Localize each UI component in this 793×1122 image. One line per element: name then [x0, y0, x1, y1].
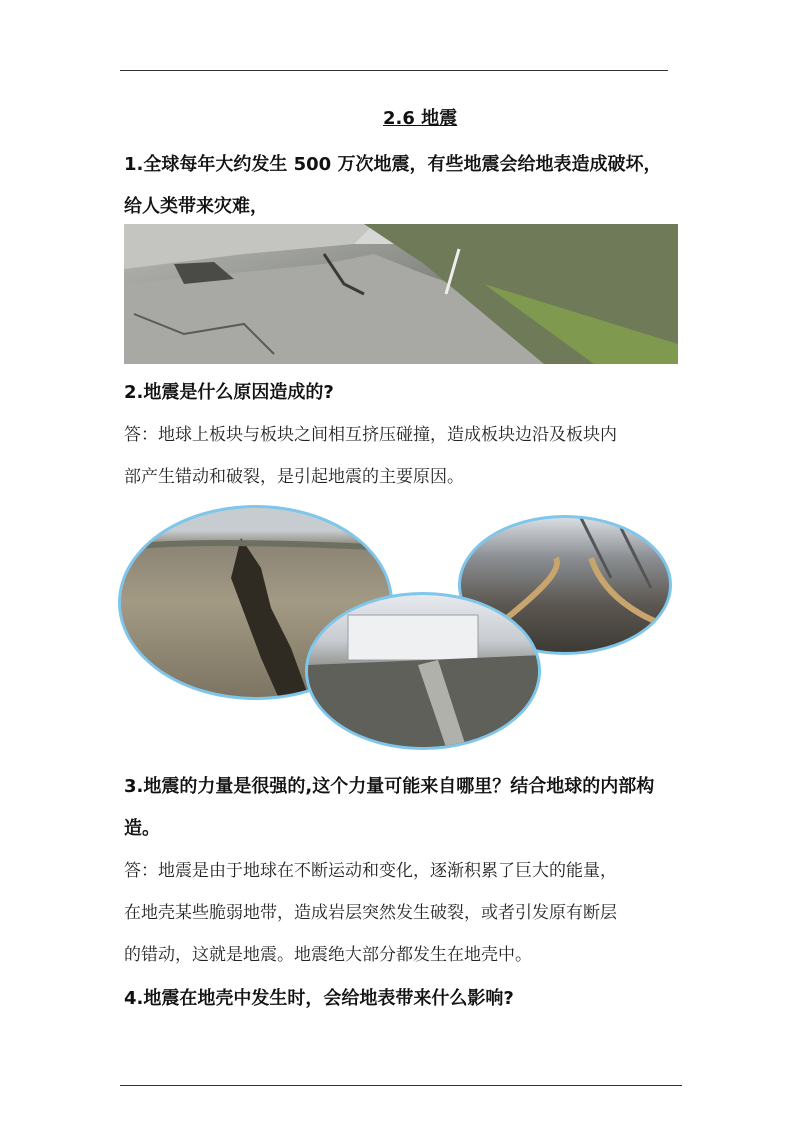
header-rule	[120, 70, 668, 71]
section3-answer-line1: 答：地震是由于地球在不断运动和变化，逐渐积累了巨大的能量，	[124, 861, 617, 881]
cracked-road-illustration	[124, 224, 678, 364]
section3-answer-line2: 在地壳某些脆弱地带，造成岩层突然发生破裂，或者引发原有断层	[124, 903, 617, 923]
section3-question-line2: 造。	[124, 818, 160, 839]
section2-answer-line2: 部产生错动和破裂，是引起地震的主要原因。	[124, 467, 464, 487]
collapsed-building-illustration	[308, 595, 541, 750]
section2-answer-line1: 答：地球上板块与板块之间相互挤压碰撞，造成板块边沿及板块内	[124, 425, 617, 445]
cracked-road-photo	[124, 224, 678, 364]
footer-rule	[120, 1085, 682, 1086]
section4-question: 4.地震在地壳中发生时，会给地表带来什么影响?	[124, 988, 514, 1009]
page-title: 2.6 地震	[383, 108, 458, 129]
section2-question: 2.地震是什么原因造成的?	[124, 382, 334, 403]
collapsed-building-photo	[305, 592, 541, 750]
section1-line1: 1.全球每年大约发生 500 万次地震，有些地震会给地表造成破坏，	[124, 154, 662, 175]
section3-answer-line3: 的错动，这就是地震。地震绝大部分都发生在地壳中。	[124, 945, 532, 965]
section1-line2: 给人类带来灾难，	[124, 196, 268, 217]
section3-question-line1: 3.地震的力量是很强的,这个力量可能来自哪里？结合地球的内部构	[124, 776, 655, 797]
